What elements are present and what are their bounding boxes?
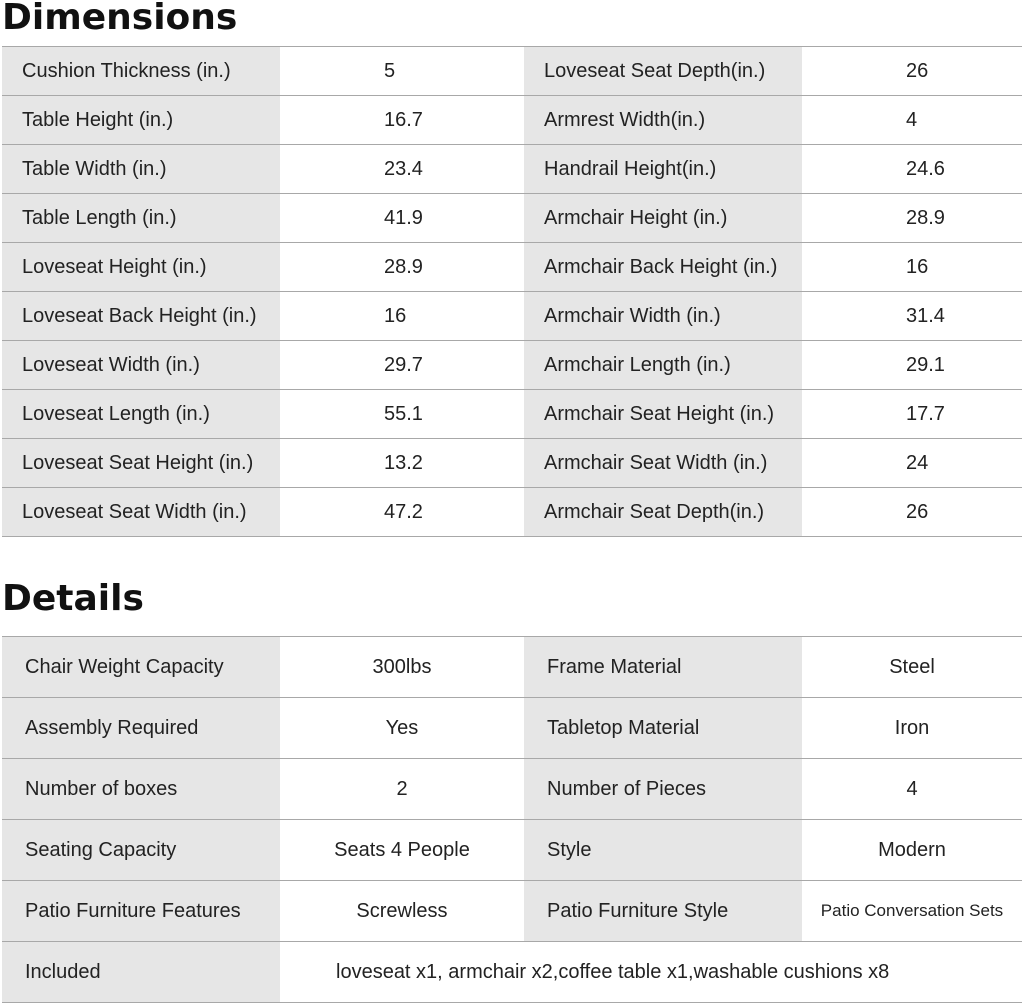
dimension-value: 28.9 [280, 243, 524, 292]
detail-value: 2 [280, 759, 524, 820]
detail-value: 300lbs [280, 637, 524, 698]
table-row [2, 390, 1022, 439]
dimension-label: Loveseat Seat Width (in.) [2, 488, 280, 537]
detail-label: Frame Material [524, 637, 802, 698]
table-row [2, 759, 1022, 820]
dimension-value: 47.2 [280, 488, 524, 537]
table-row [2, 145, 1022, 194]
dimension-value: 16 [280, 292, 524, 341]
table-row [2, 243, 1022, 292]
dimension-label: Loveseat Seat Depth(in.) [524, 47, 802, 96]
dimension-value: 41.9 [280, 194, 524, 243]
dimension-label: Loveseat Seat Height (in.) [2, 439, 280, 488]
detail-value: 4 [802, 759, 1022, 820]
dimension-value: 17.7 [802, 390, 1022, 439]
dimension-label: Loveseat Width (in.) [2, 341, 280, 390]
detail-value: Modern [802, 820, 1022, 881]
dimension-label: Armchair Back Height (in.) [524, 243, 802, 292]
dimension-label: Loveseat Height (in.) [2, 243, 280, 292]
dimension-value: 23.4 [280, 145, 524, 194]
table-row [2, 488, 1022, 537]
table-row [2, 820, 1022, 881]
dimension-label: Loveseat Length (in.) [2, 390, 280, 439]
included-row [2, 942, 1022, 1003]
details-heading: Details [2, 578, 144, 619]
dimension-label: Loveseat Back Height (in.) [2, 292, 280, 341]
dimensions-table [2, 46, 1022, 537]
table-row [2, 881, 1022, 942]
detail-value: Steel [802, 637, 1022, 698]
detail-label: Seating Capacity [2, 820, 280, 881]
dimension-value: 16 [802, 243, 1022, 292]
dimension-value: 29.7 [280, 341, 524, 390]
included-label: Included [2, 942, 280, 1003]
dimension-value: 29.1 [802, 341, 1022, 390]
table-row [2, 341, 1022, 390]
detail-label: Style [524, 820, 802, 881]
table-row [2, 698, 1022, 759]
dimensions-heading: Dimensions [2, 0, 238, 38]
dimension-label: Armrest Width(in.) [524, 96, 802, 145]
table-row [2, 637, 1022, 698]
dimension-label: Handrail Height(in.) [524, 145, 802, 194]
dimension-label: Table Width (in.) [2, 145, 280, 194]
detail-label: Assembly Required [2, 698, 280, 759]
dimension-value: 31.4 [802, 292, 1022, 341]
detail-label: Chair Weight Capacity [2, 637, 280, 698]
dimension-value: 55.1 [280, 390, 524, 439]
detail-label: Number of Pieces [524, 759, 802, 820]
detail-value: Seats 4 People [280, 820, 524, 881]
detail-label: Number of boxes [2, 759, 280, 820]
dimension-label: Table Height (in.) [2, 96, 280, 145]
details-table [2, 636, 1022, 1003]
detail-value: Screwless [280, 881, 524, 942]
dimension-value: 16.7 [280, 96, 524, 145]
dimension-label: Armchair Height (in.) [524, 194, 802, 243]
table-row [2, 47, 1022, 96]
dimension-value: 24.6 [802, 145, 1022, 194]
detail-value: Yes [280, 698, 524, 759]
table-row [2, 439, 1022, 488]
dimension-value: 26 [802, 488, 1022, 537]
dimension-value: 26 [802, 47, 1022, 96]
dimension-value: 13.2 [280, 439, 524, 488]
included-value: loveseat x1, armchair x2,coffee table x1,washable cushions x8 [280, 942, 1022, 1003]
dimension-value: 24 [802, 439, 1022, 488]
dimension-label: Armchair Seat Height (in.) [524, 390, 802, 439]
dimension-label: Armchair Seat Depth(in.) [524, 488, 802, 537]
dimension-label: Armchair Seat Width (in.) [524, 439, 802, 488]
detail-label: Patio Furniture Features [2, 881, 280, 942]
detail-label: Tabletop Material [524, 698, 802, 759]
dimension-value: 5 [280, 47, 524, 96]
detail-label: Patio Furniture Style [524, 881, 802, 942]
table-row [2, 292, 1022, 341]
dimension-value: 28.9 [802, 194, 1022, 243]
dimension-value: 4 [802, 96, 1022, 145]
table-row [2, 96, 1022, 145]
dimension-label: Armchair Width (in.) [524, 292, 802, 341]
dimension-label: Table Length (in.) [2, 194, 280, 243]
dimension-label: Cushion Thickness (in.) [2, 47, 280, 96]
dimension-label: Armchair Length (in.) [524, 341, 802, 390]
table-row [2, 194, 1022, 243]
detail-value: Iron [802, 698, 1022, 759]
detail-value: Patio Conversation Sets [802, 881, 1022, 942]
